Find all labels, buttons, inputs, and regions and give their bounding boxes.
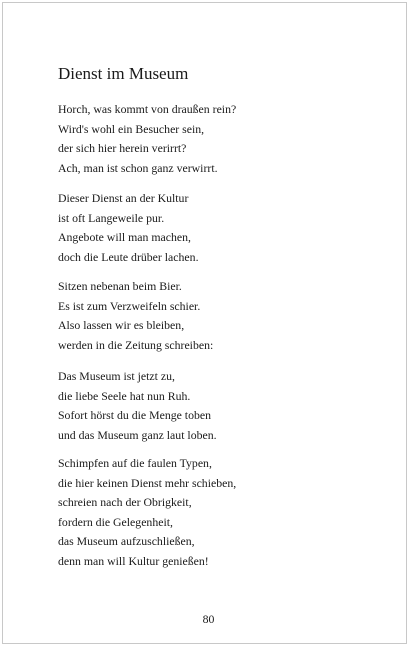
stanza-2 [58,189,199,267]
poem-line: der sich hier herein verirrt? [58,141,187,155]
poem-line: Dieser Dienst an der Kultur [58,191,189,205]
poem-line: denn man will Kultur genießen! [58,553,209,568]
poem-line: Das Museum ist jetzt zu, [58,369,175,383]
stanza-3 [58,277,213,355]
poem-line: Sitzen nebenan beim Bier. [58,279,182,293]
poem-line: die hier keinen Dienst mehr schieben, [58,475,237,490]
poem-line: die liebe Seele hat nun Ruh. [58,388,191,403]
page-number: 80 [202,612,215,626]
poem-line: Schimpfen auf die faulen Typen, [58,456,212,470]
book-page [2,2,407,644]
poem-line: Angebote will man machen, [58,230,192,244]
poem-line: das Museum aufzuschließen, [58,534,195,548]
stanza-1 [58,100,236,178]
poem-line: Wird's wohl ein Besucher sein, [58,121,205,136]
poem-line: Horch, was kommt von draußen rein? [58,102,237,116]
poem-line: Ach, man ist schon ganz verwirrt. [58,160,218,175]
poem-line: Es ist zum Verzweifeln schier. [58,298,201,313]
poem-line: Sofort hörst du die Menge toben [58,408,212,422]
poem-line: und das Museum ganz laut loben. [58,427,217,442]
poem-line: fordern die Gelegenheit, [58,514,173,529]
poem-line: ist oft Langeweile pur. [58,210,165,225]
poem-title: Dienst im Museum [58,64,189,83]
poem-line: doch die Leute drüber lachen. [58,249,199,264]
poem-line: werden in die Zeitung schreiben: [58,337,214,352]
stanza-5 [58,454,236,571]
poem-line: schreien nach der Obrigkeit, [58,495,192,509]
stanza-4 [58,367,217,445]
poem-line: Also lassen wir es bleiben, [58,318,185,332]
